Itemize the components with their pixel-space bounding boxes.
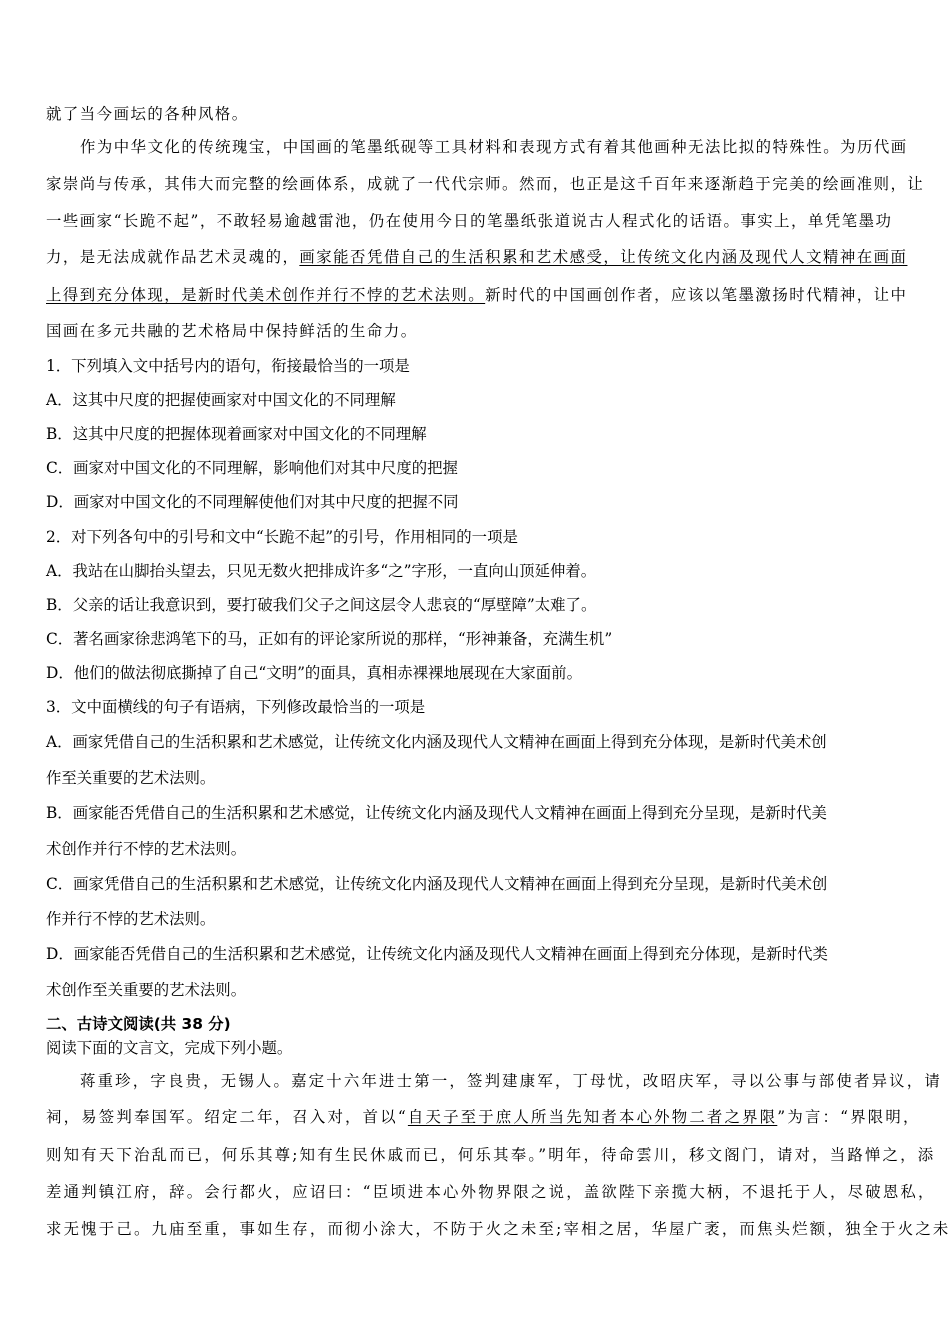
passage1-line: 一些画家“长跪不起”，不敢轻易逾越雷池，仍在使用今日的笔墨纸张道说古人程式化的话语。事实上，单凭笔墨功	[46, 212, 893, 230]
question-2-option-d[interactable]: D．他们的做法彻底撕掉了自己“文明”的面具，真相赤裸裸地展现在大家面前。	[46, 664, 582, 682]
question-3-option-a[interactable]: A．画家凭借自己的生活积累和艺术感觉，让传统文化内涵及现代人文精神在画面上得到充分体现，是新时代美术创	[46, 733, 827, 751]
plain-text: 新时代的中国画创作者，应该以笔墨激扬时代精神，让中	[485, 286, 908, 304]
question-3-option-a-cont[interactable]: 作至关重要的艺术法则。	[46, 769, 216, 787]
passage1-line: 就了当今画坛的各种风格。	[46, 105, 249, 123]
passage1-line: 作为中华文化的传统瑰宝，中国画的笔墨纸砚等工具材料和表现方式有着其他画种无法比拟的特殊性。为历代画	[80, 138, 908, 156]
underlined-sentence: 画家能否凭借自己的生活积累和艺术感受，让传统文化内涵及现代人文精神在画面	[299, 248, 908, 266]
section-instruction: 阅读下面的文言文，完成下列小题。	[46, 1039, 293, 1057]
passage1-line: 国画在多元共融的艺术格局中保持鲜活的生命力。	[46, 322, 418, 340]
question-2-option-a[interactable]: A．我站在山脚抬头望去，只见无数火把排成许多“之”字形，一直向山顶延伸着。	[46, 562, 597, 580]
question-3-option-c-cont[interactable]: 作并行不悖的艺术法则。	[46, 910, 216, 928]
plain-text: 祠，易签判奉国军。绍定二年，召入对，首以“	[46, 1108, 408, 1126]
question-3-option-c[interactable]: C．画家凭借自己的生活积累和艺术感觉，让传统文化内涵及现代人文精神在画面上得到充分呈现，是新时代美术创	[46, 875, 828, 893]
passage1-line	[46, 247, 908, 267]
question-2-option-b[interactable]: B．父亲的话让我意识到，要打破我们父子之间这层令人悲哀的“厚壁障”太难了。	[46, 596, 597, 614]
question-1-option-c[interactable]: C．画家对中国文化的不同理解，影响他们对其中尺度的把握	[46, 459, 458, 477]
passage2-line: 求无愧于己。九庙至重，事如生存，而彻小涂大，不防于火之未至;宰相之居，华屋广袤，而焦头烂额，独全于火之未	[46, 1220, 951, 1238]
passage2-line: 蒋重珍，字良贵，无锡人。嘉定十六年进士第一，签判建康军，丁母忧，改昭庆军，寻以公事与部使者异议，请	[80, 1072, 942, 1090]
question-3-option-d[interactable]: D．画家能否凭借自己的生活积累和艺术感觉，让传统文化内涵及现代人文精神在画面上得到充分体现，是新时代类	[46, 945, 828, 963]
passage1-line: 家崇尚与传承，其伟大而完整的绘画体系，成就了一代代宗师。然而，也正是这千百年来逐渐趋于完美的绘画准则，让	[46, 175, 925, 193]
question-3-stem: 3．文中面横线的句子有语病，下列修改最恰当的一项是	[46, 698, 426, 716]
question-3-option-b-cont[interactable]: 术创作并行不悖的艺术法则。	[46, 840, 247, 858]
passage2-line: 则知有天下治乱而已，何乐其尊;知有生民休戚而已，何乐其奉。”明年，待命雲川，移文阁门，请对，当路惮之，添	[46, 1146, 936, 1164]
question-3-option-b[interactable]: B．画家能否凭借自己的生活积累和艺术感觉，让传统文化内涵及现代人文精神在画面上得到充分呈现，是新时代美	[46, 804, 827, 822]
question-1-stem: 1．下列填入文中括号内的语句，衔接最恰当的一项是	[46, 357, 410, 375]
section-heading: 二、古诗文阅读(共 38 分)	[46, 1015, 231, 1033]
passage2-line	[46, 1107, 921, 1127]
question-1-option-a[interactable]: A．这其中尺度的把握使画家对中国文化的不同理解	[46, 391, 396, 409]
question-2-stem: 2．对下列各句中的引号和文中“长跪不起”的引号，作用相同的一项是	[46, 528, 518, 546]
plain-text: 力，是无法成就作品艺术灵魂的，	[46, 248, 300, 266]
question-1-option-b[interactable]: B．这其中尺度的把握体现着画家对中国文化的不同理解	[46, 425, 427, 443]
plain-text: ”为言：“界限明，	[777, 1108, 921, 1126]
underlined-sentence: 上得到充分体现，是新时代美术创作并行不悖的艺术法则。	[46, 286, 486, 304]
question-2-option-c[interactable]: C．著名画家徐悲鸿笔下的马，正如有的评论家所说的那样，“形神兼备，充满生机”	[46, 630, 613, 648]
question-1-option-d[interactable]: D．画家对中国文化的不同理解使他们对其中尺度的把握不同	[46, 493, 459, 511]
passage2-line: 差通判镇江府，辞。会行都火，应诏曰：“臣顷进本心外物界限之说，盖欲陛下亲揽大柄，不退托于人，尽破恩私，	[46, 1183, 936, 1201]
underlined-sentence: 自天子至于庶人所当先知者本心外物二者之界限	[407, 1108, 778, 1126]
question-3-option-d-cont[interactable]: 术创作至关重要的艺术法则。	[46, 981, 247, 999]
passage1-line	[46, 285, 908, 305]
